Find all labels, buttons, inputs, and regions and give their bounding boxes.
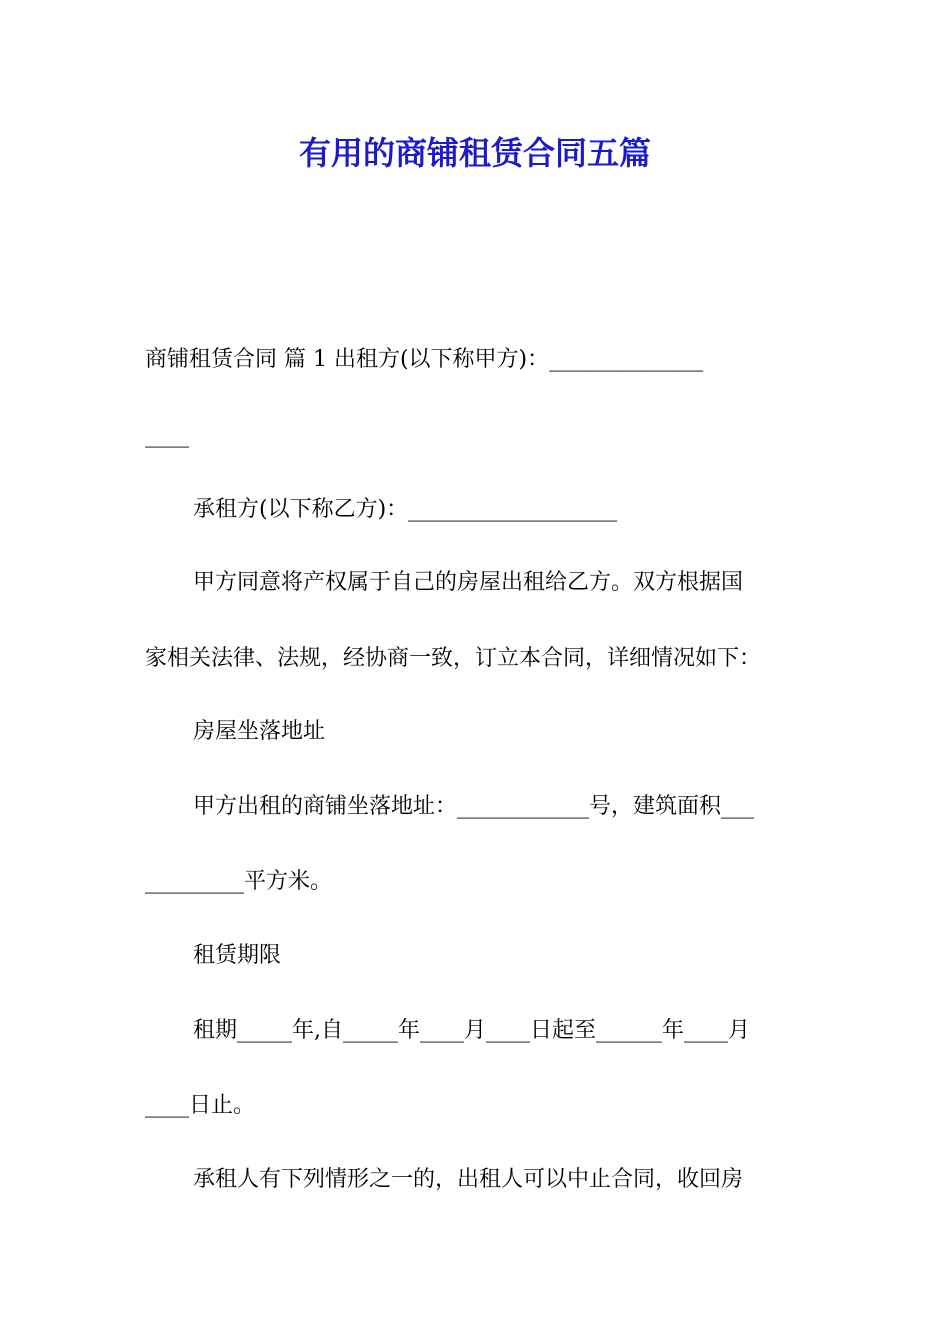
- document-title: 有用的商铺租赁合同五篇: [298, 134, 651, 172]
- contract-heading-line: 商铺租赁合同 篇 1 出租方(以下称甲方)：______________: [145, 347, 704, 372]
- paragraph-line: 甲方同意将产权属于自己的房屋出租给乙方。双方根据国: [193, 570, 744, 595]
- paragraph-line: 甲方出租的商铺坐落地址：____________号，建筑面积___: [193, 794, 755, 819]
- paragraph-line: ____日止。: [145, 1093, 256, 1118]
- paragraph-line: 承租人有下列情形之一的，出租人可以中止合同，收回房: [193, 1167, 744, 1192]
- text-line: ____: [145, 423, 189, 448]
- section-heading-term: 租赁期限: [193, 943, 282, 968]
- paragraph-line: 家相关法律、法规，经协商一致，订立本合同，详细情况如下：: [145, 646, 762, 671]
- lessee-line: 承租方(以下称乙方)：___________________: [193, 497, 618, 522]
- paragraph-line: _________平方米。: [145, 869, 333, 894]
- paragraph-line: 租期_____年,自_____年____月____日起至______年____月: [193, 1018, 750, 1043]
- section-heading-address: 房屋坐落地址: [193, 719, 326, 744]
